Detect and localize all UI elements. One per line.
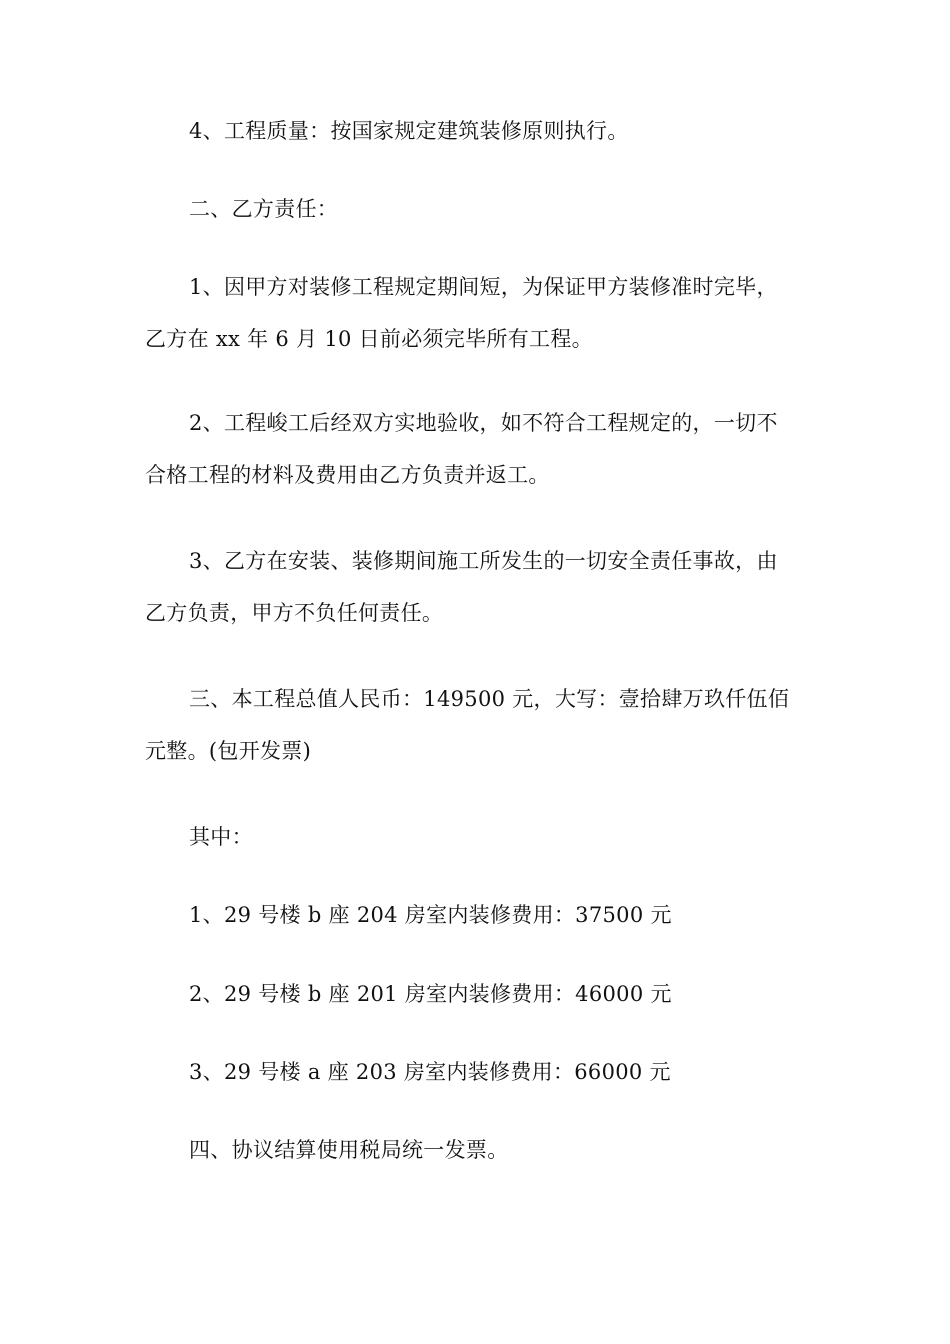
paragraph-line: 2、工程峻工后经双方实地验收，如不符合工程规定的，一切不 [189, 411, 778, 435]
paragraph-acceptance [145, 397, 805, 501]
section-total-value [145, 673, 805, 777]
paragraph-line: 3、29 号楼 a 座 203 房室内装修费用：66000 元 [189, 1060, 671, 1084]
paragraph-line: 元整。(包开发票) [145, 739, 312, 763]
paragraph-line: 1、29 号楼 b 座 204 房室内装修费用：37500 元 [189, 903, 672, 927]
cost-item-2 [145, 968, 805, 1020]
paragraph-quality [145, 105, 805, 157]
paragraph-line: 乙方负责，甲方不负任何责任。 [145, 601, 444, 625]
cost-item-3 [145, 1046, 805, 1098]
cost-item-1 [145, 889, 805, 941]
paragraph-line: 4、工程质量：按国家规定建筑装修原则执行。 [189, 119, 629, 143]
paragraph-line: 乙方在 xx 年 6 月 10 日前必须完毕所有工程。 [145, 327, 593, 351]
paragraph-line: 二、乙方责任： [189, 197, 339, 221]
paragraph-line: 其中： [189, 825, 253, 849]
paragraph-line: 合格工程的材料及费用由乙方负责并返工。 [145, 463, 550, 487]
paragraph-deadline [145, 261, 805, 365]
section-invoice [145, 1124, 805, 1176]
paragraph-line: 三、本工程总值人民币：149500 元，大写：壹拾肆万玖仟伍佰 [189, 687, 790, 711]
paragraph-line: 2、29 号楼 b 座 201 房室内装修费用：46000 元 [189, 982, 672, 1006]
paragraph-line: 四、协议结算使用税局统一发票。 [189, 1138, 509, 1162]
paragraph-safety [145, 535, 805, 639]
section-heading-party-b-duties [145, 183, 805, 235]
paragraph-line: 1、因甲方对装修工程规定期间短，为保证甲方装修准时完毕， [189, 275, 778, 299]
paragraph-breakdown-intro [145, 811, 805, 863]
paragraph-line: 3、乙方在安装、装修期间施工所发生的一切安全责任事故，由 [189, 549, 778, 573]
